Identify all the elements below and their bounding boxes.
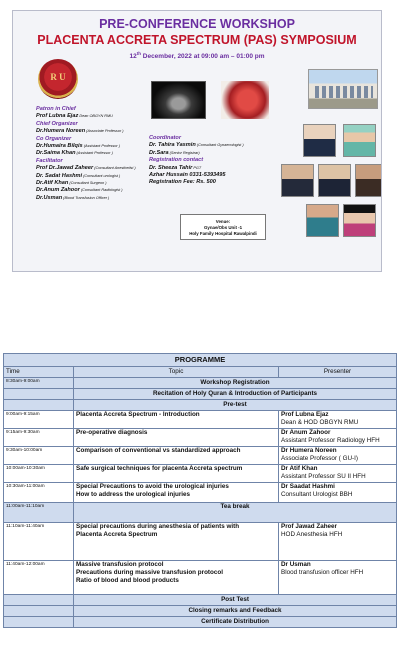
poster-date bbox=[13, 51, 381, 60]
person-name-text: Dr. Sadat Hashmi bbox=[36, 172, 83, 179]
person-designation: (Consultant Gynaecologist ) bbox=[195, 143, 244, 148]
session-band: Certificate Distribution bbox=[74, 617, 397, 628]
presenter-cell bbox=[279, 429, 397, 447]
poster-subtitle: PLACENTA ACCRETA SPECTRUM (PAS) SYMPOSIUM bbox=[37, 33, 357, 47]
presenter-role: Associate Professor ( GU-I) bbox=[281, 455, 358, 462]
person-name-text: Dr.Humaira Bilqis bbox=[36, 143, 83, 150]
session-band: Workshop Registration bbox=[74, 378, 397, 389]
role-heading: Patron in Chief bbox=[36, 106, 76, 112]
role-heading: Chief Organizer bbox=[36, 120, 78, 127]
topic-cell bbox=[74, 411, 279, 429]
person-name bbox=[36, 128, 166, 135]
schedule-row bbox=[4, 617, 397, 628]
session-band: Recitation of Holy Quran & Introduction of Participants bbox=[74, 389, 397, 400]
role-heading: Co Organizer bbox=[36, 135, 72, 142]
speaker-photo bbox=[355, 164, 382, 197]
speaker-photo bbox=[281, 164, 314, 197]
tea-break-cell: Tea break bbox=[74, 503, 397, 523]
presenter-role: Dean & HOD OBGYN RMU bbox=[281, 419, 359, 426]
date-suffix: th bbox=[136, 51, 141, 56]
session-band: Closing remarks and Feedback bbox=[74, 606, 397, 617]
time-cell: 10:30am-11:00am bbox=[4, 483, 74, 503]
organizers-list bbox=[36, 106, 166, 202]
speaker-photo bbox=[306, 204, 339, 237]
time-cell: 10:00am-10:30am bbox=[4, 465, 74, 483]
topic-line: Precautions during massive transfusion protocol bbox=[76, 569, 223, 576]
person-designation: (Senior Registrar) bbox=[168, 150, 200, 155]
person-name bbox=[149, 179, 279, 186]
person-name-text: Dr.Humera Noreen bbox=[36, 128, 86, 135]
person-name bbox=[36, 150, 166, 157]
schedule-row bbox=[4, 400, 397, 411]
presenter-name: Prof Lubna Ejaz bbox=[281, 411, 329, 418]
person-name bbox=[149, 150, 279, 157]
speaker-photo bbox=[318, 164, 351, 197]
person-designation: (Consultant urologist ) bbox=[82, 173, 121, 178]
session-band: Post Test bbox=[74, 595, 397, 606]
speaker-photo bbox=[303, 124, 336, 157]
session-band: Pre-test bbox=[74, 400, 397, 411]
presenter-cell bbox=[279, 483, 397, 503]
person-designation: (Consultant Radiologist ) bbox=[79, 188, 123, 193]
topic-line: Pre-operative diagnosis bbox=[76, 429, 148, 436]
person-name-text: Prof Dr.Jawad Zaheer bbox=[36, 165, 94, 172]
topic-line: Special precautions during anesthesia of patients with bbox=[76, 523, 240, 530]
presenter-role: HOD Anesthesia HFH bbox=[281, 531, 343, 538]
surgery-image bbox=[221, 81, 269, 119]
poster-title: PRE-CONFERENCE WORKSHOP bbox=[99, 17, 295, 31]
schedule-row bbox=[4, 483, 397, 503]
presenter-role: Assistant Professor Radiology HFH bbox=[281, 437, 380, 444]
venue-line1: Gynae/Obs Unit -1 bbox=[203, 225, 243, 230]
time-cell: 11:00am-11:10am bbox=[4, 503, 74, 523]
person-designation: (Assistant Professor ) bbox=[75, 151, 113, 156]
person-name-text: Dr.Atif Khan bbox=[36, 180, 69, 187]
topic-cell bbox=[74, 447, 279, 465]
topic-line: Placenta Accreta Spectrum bbox=[76, 531, 158, 538]
date-day: 12 bbox=[129, 53, 137, 61]
header-time: Time bbox=[4, 367, 74, 378]
presenter-role: Blood transfusion officer HFH bbox=[281, 569, 364, 576]
person-name bbox=[36, 165, 166, 172]
schedule-row bbox=[4, 378, 397, 389]
person-name bbox=[36, 180, 166, 187]
presenter-cell bbox=[279, 447, 397, 465]
time-cell bbox=[4, 400, 74, 411]
topic-line: Safe surgical techniques for placenta Accreta spectrum bbox=[76, 465, 243, 472]
person-name bbox=[36, 113, 166, 120]
person-name bbox=[36, 173, 166, 180]
time-cell bbox=[4, 617, 74, 628]
topic-line: Ratio of blood and blood products bbox=[76, 577, 179, 584]
schedule-row bbox=[4, 447, 397, 465]
person-name-text: Prof Lubna Ejaz bbox=[36, 113, 79, 120]
presenter-role: Assistant Professor SU II HFH bbox=[281, 473, 366, 480]
person-designation: (Blood Transfusion Officer ) bbox=[62, 195, 110, 200]
schedule-row bbox=[4, 606, 397, 617]
schedule-row bbox=[4, 503, 397, 523]
topic-cell bbox=[74, 561, 279, 595]
presenter-cell bbox=[279, 561, 397, 595]
person-name bbox=[36, 195, 166, 202]
coordinators-list bbox=[149, 135, 279, 187]
venue-line2: Holy Family Hospital Rawalpindi bbox=[189, 231, 257, 236]
person-name-text: Dr.Saima Khan bbox=[36, 150, 76, 157]
venue-label: Venue: bbox=[215, 219, 231, 224]
person-designation: (Consultant Anesthetist ) bbox=[93, 166, 136, 171]
schedule-row bbox=[4, 595, 397, 606]
topic-line: Comparison of conventional vs standardized approach bbox=[76, 447, 241, 454]
programme-title: PROGRAMME bbox=[4, 354, 397, 367]
role-heading: Facilitator bbox=[36, 157, 63, 164]
topic-line: Special Precautions to avoid the urological injuries bbox=[76, 483, 229, 490]
schedule-row bbox=[4, 411, 397, 429]
person-name-text: Dr.Anum Zahoor bbox=[36, 187, 80, 194]
workshop-poster bbox=[12, 10, 382, 272]
person-designation: PGT bbox=[192, 165, 202, 170]
university-logo bbox=[38, 59, 78, 99]
time-cell bbox=[4, 595, 74, 606]
topic-line: Placenta Accreta Spectrum - Introduction bbox=[76, 411, 200, 418]
person-designation: (Associate Professor ) bbox=[85, 129, 124, 134]
person-name bbox=[36, 143, 166, 150]
time-cell: 11:40am-12:00am bbox=[4, 561, 74, 595]
topic-cell bbox=[74, 465, 279, 483]
logo-text: R U bbox=[50, 72, 66, 82]
schedule-row bbox=[4, 561, 397, 595]
topic-line: How to address the urological injuries bbox=[76, 491, 191, 498]
presenter-name: Dr Atif Khan bbox=[281, 465, 318, 472]
presenter-role: Consultant Urologist BBH bbox=[281, 491, 353, 498]
role-heading: Registration contact bbox=[149, 157, 204, 164]
time-cell: 9:00am-9:15am bbox=[4, 411, 74, 429]
time-cell bbox=[4, 606, 74, 617]
column-header-row bbox=[4, 367, 397, 378]
venue-box bbox=[180, 214, 266, 240]
presenter-cell bbox=[279, 523, 397, 561]
speaker-photo bbox=[343, 124, 376, 157]
date-rest: December, 2022 at 09:00 am – 01:00 pm bbox=[140, 53, 265, 61]
speaker-photo bbox=[343, 204, 376, 237]
person-name-text: Dr.Sara bbox=[149, 149, 169, 156]
person-name bbox=[149, 142, 279, 149]
person-name bbox=[149, 165, 279, 172]
programme-table bbox=[3, 353, 397, 628]
presenter-name: Prof Jawad Zaheer bbox=[281, 523, 337, 530]
topic-cell bbox=[74, 483, 279, 503]
time-cell: 9:30am-10:00am bbox=[4, 447, 74, 465]
time-cell bbox=[4, 389, 74, 400]
schedule-row bbox=[4, 465, 397, 483]
person-name-text: Dr.Usman bbox=[36, 194, 63, 201]
schedule-row bbox=[4, 523, 397, 561]
topic-cell bbox=[74, 429, 279, 447]
presenter-name: Dr Anum Zahoor bbox=[281, 429, 331, 436]
topic-line: Massive transfusion protocol bbox=[76, 561, 164, 568]
presenter-cell bbox=[279, 465, 397, 483]
person-designation: Dean OBGYN RMU bbox=[78, 114, 113, 119]
presenter-name: Dr Saadat Hashmi bbox=[281, 483, 335, 490]
hospital-building-image bbox=[308, 69, 378, 109]
person-name-text: Azhar Hussain 0331-5393495 bbox=[149, 172, 226, 179]
person-name-text: Dr. Tahira Yasmin bbox=[149, 142, 196, 149]
time-cell: 9:15am-9:30am bbox=[4, 429, 74, 447]
programme-title-row bbox=[4, 354, 397, 367]
topic-cell bbox=[74, 523, 279, 561]
role-heading: Coordinator bbox=[149, 135, 182, 141]
person-name-text: Dr. Sheeza Tahir bbox=[149, 164, 193, 171]
person-name-text: Registration Fee: Rs. 500 bbox=[149, 179, 216, 186]
time-cell: 11:10am-11:40am bbox=[4, 523, 74, 561]
presenter-name: Dr Humera Noreen bbox=[281, 447, 337, 454]
header-presenter: Presenter bbox=[279, 367, 397, 378]
schedule-row bbox=[4, 429, 397, 447]
presenter-cell bbox=[279, 411, 397, 429]
person-name bbox=[36, 187, 166, 194]
person-designation: (Assistant Professor ) bbox=[82, 144, 120, 149]
person-name bbox=[149, 172, 279, 179]
person-designation: (Consultant Surgeon ) bbox=[68, 181, 107, 186]
schedule-row bbox=[4, 389, 397, 400]
header-topic: Topic bbox=[74, 367, 279, 378]
time-cell: 8:30am-9:00am bbox=[4, 378, 74, 389]
presenter-name: Dr Usman bbox=[281, 561, 311, 568]
